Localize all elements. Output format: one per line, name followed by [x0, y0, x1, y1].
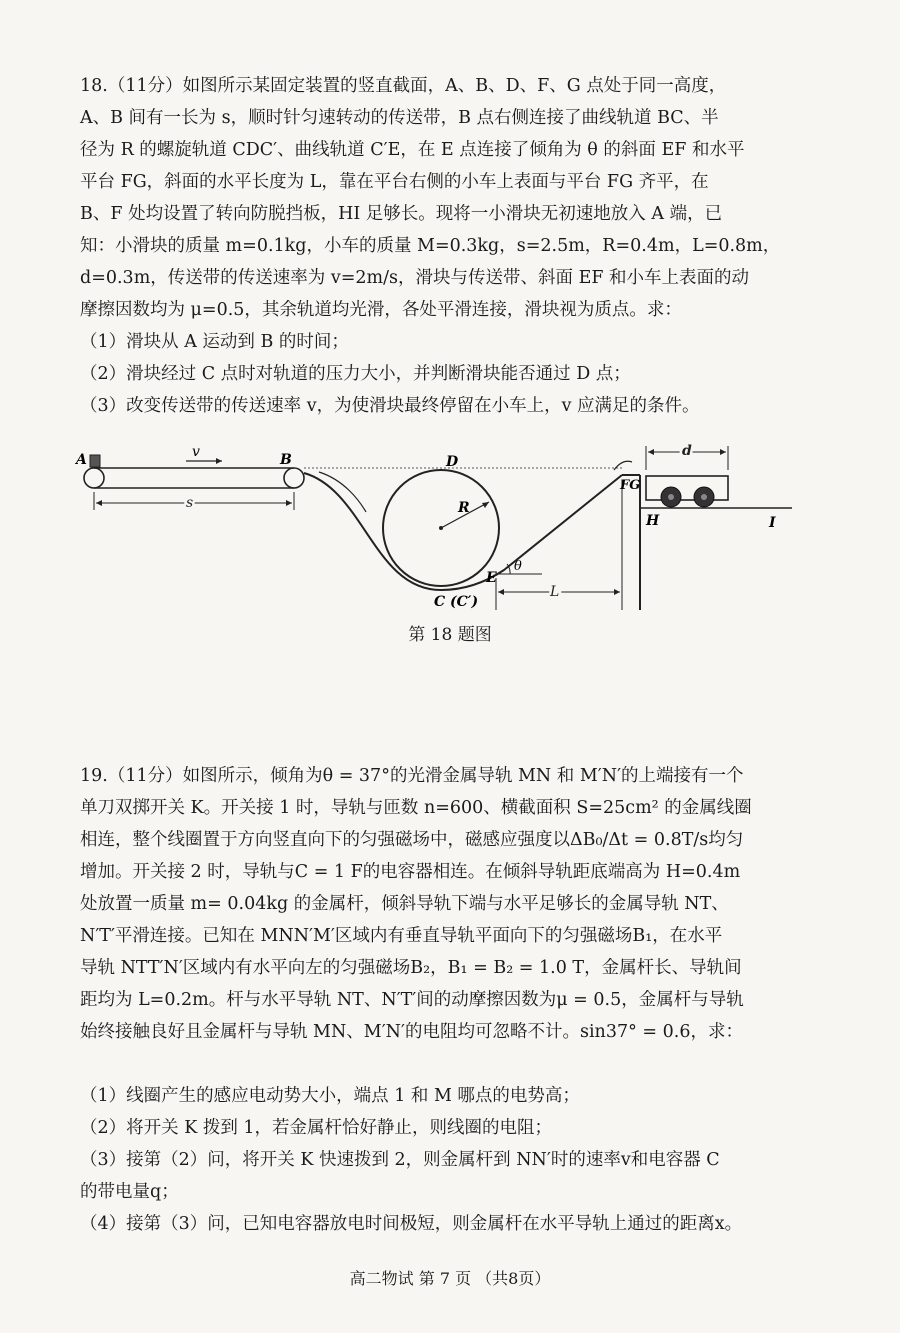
q18-sub-1: （1）滑块从 A 运动到 B 的时间； — [80, 332, 349, 352]
q18-stem — [80, 70, 820, 326]
q19-sub-2: （2）将开关 K 拨到 1，若金属杆恰好静止，则线圈的电阻； — [80, 1118, 553, 1138]
label-I: I — [769, 515, 776, 531]
label-H: H — [646, 513, 660, 529]
label-A: A — [76, 452, 87, 468]
q19-line: 处放置一质量 m= 0.04kg 的金属杆，倾斜导轨下端与水平足够长的金属导轨 NT、 — [80, 894, 729, 914]
q19-line: 导轨 NTT′N′区域内有水平向左的匀强磁场B₂，B₁ = B₂ = 1.0 T，金属杆长、导轨间 — [80, 958, 742, 978]
label-R: R — [458, 500, 470, 516]
q19-line: 始终接触良好且金属杆与导轨 MN、M′N′的电阻均可忽略不计。sin37° = 0.6，求： — [80, 1022, 743, 1042]
q18-sub-3: （3）改变传送带的传送速率 v，为使滑块最终停留在小车上，v 应满足的条件。 — [80, 396, 700, 416]
q18-line: 知：小滑块的质量 m=0.1kg，小车的质量 M=0.3kg，s=2.5m，R=0.4m，L=0.8m， — [80, 236, 781, 256]
q18-line: 18.（11分）如图所示某固定装置的竖直截面，A、B、D、F、G 点处于同一高度， — [80, 76, 727, 96]
label-B: B — [280, 452, 292, 468]
q19-stem — [80, 760, 820, 1048]
q18-line: 径为 R 的螺旋轨道 CDC′、曲线轨道 C′E，在 E 点连接了倾角为 θ 的斜面 EF 和水平 — [80, 140, 745, 160]
label-d: d — [682, 443, 692, 459]
curved-track — [304, 473, 622, 590]
label-D: D — [446, 454, 459, 470]
conveyor-belt — [84, 468, 304, 488]
cart — [646, 476, 728, 507]
q18-figure — [74, 440, 804, 610]
q18-line: 摩擦因数均为 μ=0.5，其余轨道均光滑，各处平滑连接，滑块视为质点。求： — [80, 300, 682, 320]
q19-sub-3: （3）接第（2）问，将开关 K 快速拨到 2，则金属杆到 NN′时的速率v和电容器 C — [80, 1150, 720, 1170]
q19-line: N′T′平滑连接。已知在 MNN′M′区域内有垂直导轨平面向下的匀强磁场B₁，在水平 — [80, 926, 723, 946]
label-v: v — [192, 444, 200, 460]
label-L: L — [550, 584, 560, 600]
q18-sub-2: （2）滑块经过 C 点时对轨道的压力大小，并判断滑块能否通过 D 点； — [80, 364, 631, 384]
slider-block — [90, 455, 100, 467]
q19-line: 单刀双掷开关 K。开关接 1 时，导轨与匝数 n=600、横截面积 S=25cm² 的金属线圈 — [80, 798, 752, 818]
label-E: E — [486, 570, 497, 586]
q19-sub-3-cont: 的带电量q； — [80, 1182, 179, 1202]
label-C: C (C′) — [434, 594, 479, 610]
q19-line: 距均为 L=0.2m。杆与水平导轨 NT、N′T′间的动摩擦因数为μ = 0.5，金属杆与导轨 — [80, 990, 744, 1010]
q19-line: 相连，整个线圈置于方向竖直向下的匀强磁场中，磁感应强度以ΔB₀/Δt = 0.8T/s均匀 — [80, 830, 744, 850]
q19-sub-4: （4）接第（3）问，已知电容器放电时间极短，则金属杆在水平导轨上通过的距离x。 — [80, 1214, 743, 1234]
q18-line: A、B 间有一长为 s，顺时针匀速转动的传送带，B 点右侧连接了曲线轨道 BC、半 — [80, 108, 719, 128]
q18-line: 平台 FG，斜面的水平长度为 L，靠在平台右侧的小车上表面与平台 FG 齐平，在 — [80, 172, 709, 192]
label-s: s — [186, 495, 194, 511]
q19-line: 19.（11分）如图所示，倾角为θ = 37°的光滑金属导轨 MN 和 M′N′的上端接有一个 — [80, 766, 744, 786]
label-theta: θ — [514, 559, 522, 574]
q18-line: B、F 处均设置了转向防脱挡板，HI 足够长。现将一小滑块无初速地放入 A 端，已 — [80, 204, 723, 224]
figure-caption: 第 18 题图 — [408, 625, 492, 645]
q18-line: d=0.3m，传送带的传送速率为 v=2m/s，滑块与传送带、斜面 EF 和小车上表面的动 — [80, 268, 750, 288]
page-footer: 高二物试 第 7 页 （共8页） — [349, 1269, 551, 1288]
q19-line: 增加。开关接 2 时，导轨与C = 1 F的电容器相连。在倾斜导轨距底端高为 H=0.4m — [80, 862, 741, 882]
q19-sub-1: （1）线圈产生的感应电动势大小，端点 1 和 M 哪点的电势高； — [80, 1086, 580, 1106]
label-FG: FG — [620, 478, 641, 493]
